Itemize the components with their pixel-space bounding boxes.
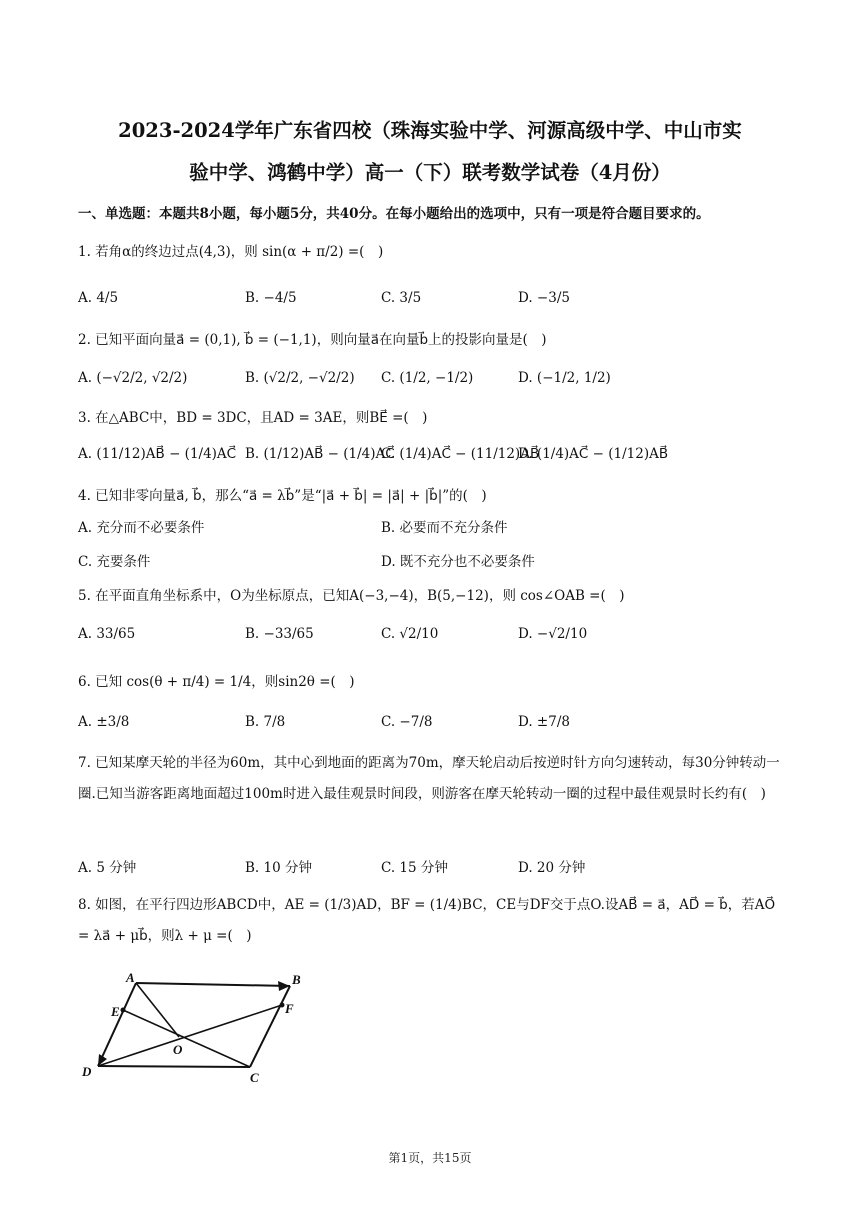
page-title-line-2: 验中学、鸿鹤中学）高一（下）联考数学试卷（4月份）	[189, 161, 671, 184]
side-da	[98, 983, 136, 1066]
label-f: F	[285, 1001, 294, 1016]
option-b: B. 10 分钟	[245, 860, 312, 876]
question-5-options	[78, 626, 790, 652]
option-a: A. 4/5	[78, 290, 119, 306]
option-c: C. √2/10	[381, 626, 439, 642]
question-7-options	[78, 856, 790, 882]
option-a: A. 33/65	[78, 626, 136, 642]
question-5-stem: 5. 在平面直角坐标系中，O为坐标原点，已知A(−3,−4)，B(5,−12)，则 cos∠OAB =( )	[78, 588, 625, 604]
segment-ao	[136, 983, 179, 1037]
point-e-dot	[121, 1008, 126, 1013]
question-6-options	[78, 714, 790, 740]
label-e: E	[111, 1004, 120, 1019]
parallelogram-lines	[98, 983, 290, 1067]
question-3-stem: 3. 在△ABC中，BD = 3DC，且AD = 3AE，则BE⃗ =( )	[78, 410, 428, 426]
question-8-stem: 8. 如图，在平行四边形ABCD中，AE = (1/3)AD，BF = (1/4)BC，CE与DF交于点O.设AB⃗ = a⃗，AD⃗ = b⃗，若AO⃗ = λa⃗ + μb⃗，则λ + μ =( )	[78, 897, 776, 944]
option-c: C. 15 分钟	[381, 860, 448, 876]
option-c: C. (1/4)AC⃗ − (11/12)AB⃗	[381, 446, 540, 462]
question-1-options	[78, 290, 790, 316]
option-a: A. (−√2/2, √2/2)	[78, 370, 188, 386]
parallelogram-figure	[78, 972, 308, 1084]
option-a: A. 5 分钟	[78, 860, 137, 876]
side-cd	[98, 1066, 250, 1067]
side-bc	[250, 986, 290, 1067]
option-c: C. (1/2, −1/2)	[381, 370, 474, 386]
option-d: D. (−1/2, 1/2)	[518, 370, 611, 386]
option-c: C. −7/8	[381, 714, 433, 730]
question-6-stem: 6. 已知 cos(θ + π/4) = 1/4，则sin2θ =( )	[78, 674, 355, 690]
option-b: B. 必要而不充分条件	[381, 520, 508, 536]
option-a: A. ±3/8	[78, 714, 130, 730]
option-b: B. (√2/2, −√2/2)	[245, 370, 355, 386]
point-f-dot	[280, 1003, 285, 1008]
side-ab	[136, 983, 290, 986]
segment-ce	[123, 1010, 250, 1067]
option-b: B. −33/65	[245, 626, 314, 642]
label-a: A	[126, 972, 135, 985]
option-a: A. (11/12)AB⃗ − (1/4)AC⃗	[78, 446, 237, 462]
option-d: D. ±7/8	[518, 714, 570, 730]
section-heading: 一、单选题：本题共8小题，每小题5分，共40分。在每小题给出的选项中，只有一项是符合题目要求的。	[78, 206, 710, 222]
option-a: A. 充分而不必要条件	[78, 520, 205, 536]
page-footer: 第1页，共15页	[388, 1151, 472, 1165]
option-d: D. −√2/10	[518, 626, 588, 642]
label-b: B	[292, 972, 301, 987]
option-d: D. 既不充分也不必要条件	[381, 554, 535, 570]
question-4-options-row-2	[78, 550, 790, 576]
question-2-options	[78, 370, 790, 396]
label-c: C	[250, 1070, 259, 1084]
option-d: D. −3/5	[518, 290, 570, 306]
label-o: O	[173, 1042, 183, 1057]
label-d: D	[82, 1064, 92, 1079]
question-4-options-row-1	[78, 516, 790, 542]
option-c: C. 充要条件	[78, 554, 151, 570]
question-2-stem: 2. 已知平面向量a⃗ = (0,1), b⃗ = (−1,1)，则向量a⃗在向量b⃗上的投影向量是( )	[78, 332, 547, 348]
question-1-stem: 1. 若角α的终边过点(4,3)，则 sin(α + π/2) =( )	[78, 244, 384, 260]
option-b: B. −4/5	[245, 290, 297, 306]
page-title-line-1: 2023-2024学年广东省四校（珠海实验中学、河源高级中学、中山市实	[118, 119, 742, 142]
question-4-stem: 4. 已知非零向量a⃗, b⃗，那么“a⃗ = λb⃗”是“|a⃗ + b⃗| = |a⃗| + |b⃗|”的( )	[78, 488, 487, 504]
question-7-stem: 7. 已知某摩天轮的半径为60m，其中心到地面的距离为70m，摩天轮启动后按逆时针方向匀速转动，每30分钟转动一圈.已知当游客距离地面超过100m时进入最佳观景时间段，则游客在摩天轮转动一圈的过程中最佳观景时长约有( )	[78, 755, 780, 802]
option-c: C. 3/5	[381, 290, 422, 306]
option-d: D. (1/4)AC⃗ − (1/12)AB⃗	[518, 446, 669, 462]
question-3-options	[78, 446, 790, 472]
option-b: B. 7/8	[245, 714, 286, 730]
option-d: D. 20 分钟	[518, 860, 586, 876]
option-b: B. (1/12)AB⃗ − (1/4)AC⃗	[245, 446, 395, 462]
